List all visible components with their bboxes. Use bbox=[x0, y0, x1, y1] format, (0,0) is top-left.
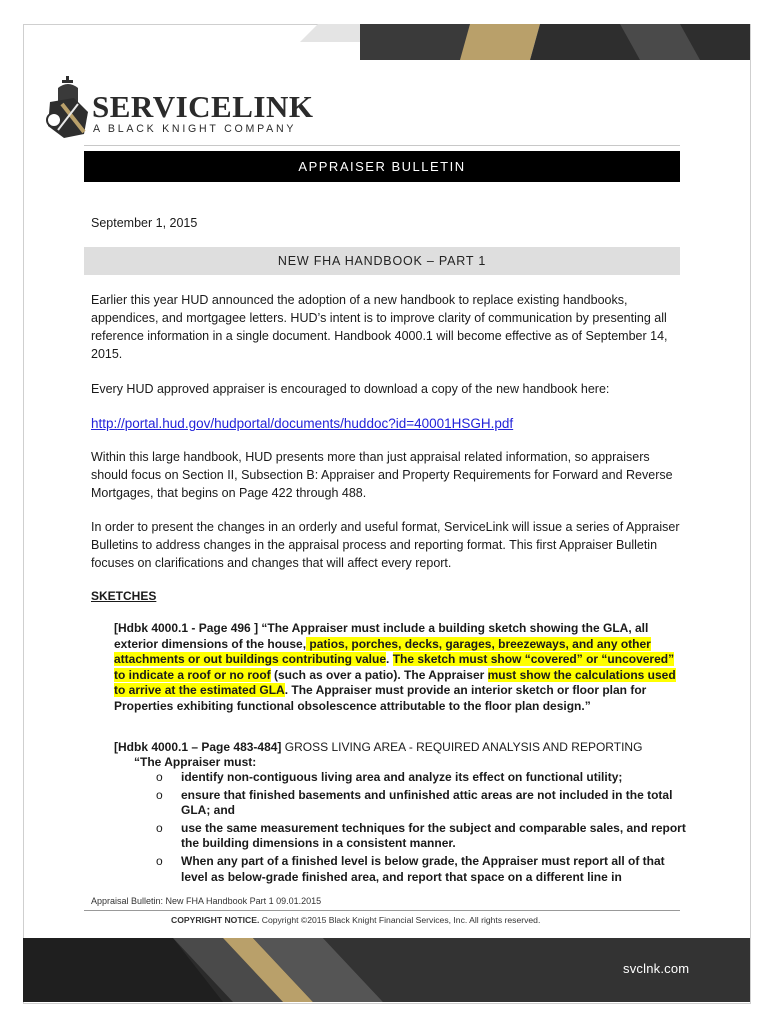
gla-requirements-list bbox=[156, 770, 686, 887]
highlight-attachments: patios, porches, decks, garages, breezeways, and any other attachments or out buildings contributing value bbox=[114, 636, 651, 667]
download-paragraph: Every HUD approved appraiser is encouraged to download a copy of the new handbook here: bbox=[91, 382, 610, 396]
header-divider bbox=[84, 145, 680, 146]
knight-icon bbox=[47, 76, 88, 138]
handbook-link[interactable]: http://portal.hud.gov/hudportal/documents/huddoc?id=40001HSGH.pdf bbox=[91, 416, 514, 431]
intro-paragraph: Earlier this year HUD announced the adoption of a new handbook to replace existing handbooks, appendices, and mortgagee letters. HUD’s intent is to improve clarity of communication by presenting all reference information in a single document. Handbook 4000.1 will become effective as of September 14, 2015. bbox=[91, 293, 668, 361]
brand-tagline: A BLACK KNIGHT COMPANY bbox=[93, 123, 297, 135]
footer-site-link[interactable]: svclnk.com bbox=[623, 961, 690, 976]
bulletin-date: September 1, 2015 bbox=[91, 216, 198, 230]
footer-bulletin-line: Appraisal Bulletin: New FHA Handbook Part 1 09.01.2015 bbox=[91, 896, 322, 906]
list-item: o ensure that finished basements and unfinished attic areas are not included in the total GLA; and bbox=[156, 787, 673, 818]
list-item: o use the same measurement techniques for the subject and comparable sales, and report the building dimensions in a consistent manner. bbox=[156, 820, 686, 851]
list-item: o When any part of a finished level is below grade, the Appraiser must report all of that level as below-grade finished area, and report that space on a different line in bbox=[156, 853, 665, 884]
gla-intro: “The Appraiser must: bbox=[134, 755, 257, 769]
series-paragraph: In order to present the changes in an orderly and useful format, ServiceLink will issue a series of Appraiser Bulletins to address changes in the appraisal process and reporting format. This first Appraiser Bulletin focuses on clarifications and changes that will affect every report. bbox=[91, 520, 680, 570]
gla-reference: [Hdbk 4000.1 – Page 483-484] GROSS LIVING AREA - REQUIRED ANALYSIS AND REPORTING bbox=[114, 740, 643, 754]
copyright-notice: COPYRIGHT NOTICE. Copyright ©2015 Black Knight Financial Services, Inc. All rights reserved. bbox=[171, 915, 541, 925]
sketches-heading: SKETCHES bbox=[91, 589, 157, 603]
header-decor-band bbox=[0, 0, 770, 60]
brand-name: SERVICELINK bbox=[92, 89, 314, 124]
sketch-requirement-quote: [Hdbk 4000.1 - Page 496 ] “The Appraiser must include a building sketch showing the GLA, all exterior dimensions of the house, patios, porches, decks, garages, breezeways, and any other attachments or out buildings contributing value. The sketch must show “covered” or “uncovered” to indicate a roof or no roof (such as over a patio). The Appraiser must show the calculations used to arrive at the estimated GLA. The Appraiser must provide an interior sketch or floor plan for Properties exhibiting functional obsolescence attributable to the floor plan design.” bbox=[114, 621, 676, 713]
section-title: NEW FHA HANDBOOK – PART 1 bbox=[84, 247, 680, 275]
footer-divider bbox=[84, 910, 680, 911]
bullet-marker: o bbox=[156, 853, 163, 868]
highlight-covered: The sketch must show “covered” or “uncovered” to indicate a roof or no roof bbox=[114, 652, 675, 682]
bullet-marker: o bbox=[156, 787, 163, 802]
bullet-marker: o bbox=[156, 770, 163, 784]
focus-paragraph: Within this large handbook, HUD presents more than just appraisal related information, so appraisers should focus on Section II, Subsection B: Appraiser and Property Requirements for Forward and Reverse Mortgages, that begins on Page 422 through 488. bbox=[91, 450, 673, 500]
list-item: o identify non-contiguous living area and analyze its effect on functional utility; bbox=[156, 770, 623, 784]
bullet-marker: o bbox=[156, 820, 163, 835]
bulletin-title: APPRAISER BULLETIN bbox=[84, 151, 680, 182]
highlight-calculations: must show the calculations used to arrive at the estimated GLA bbox=[114, 667, 676, 698]
